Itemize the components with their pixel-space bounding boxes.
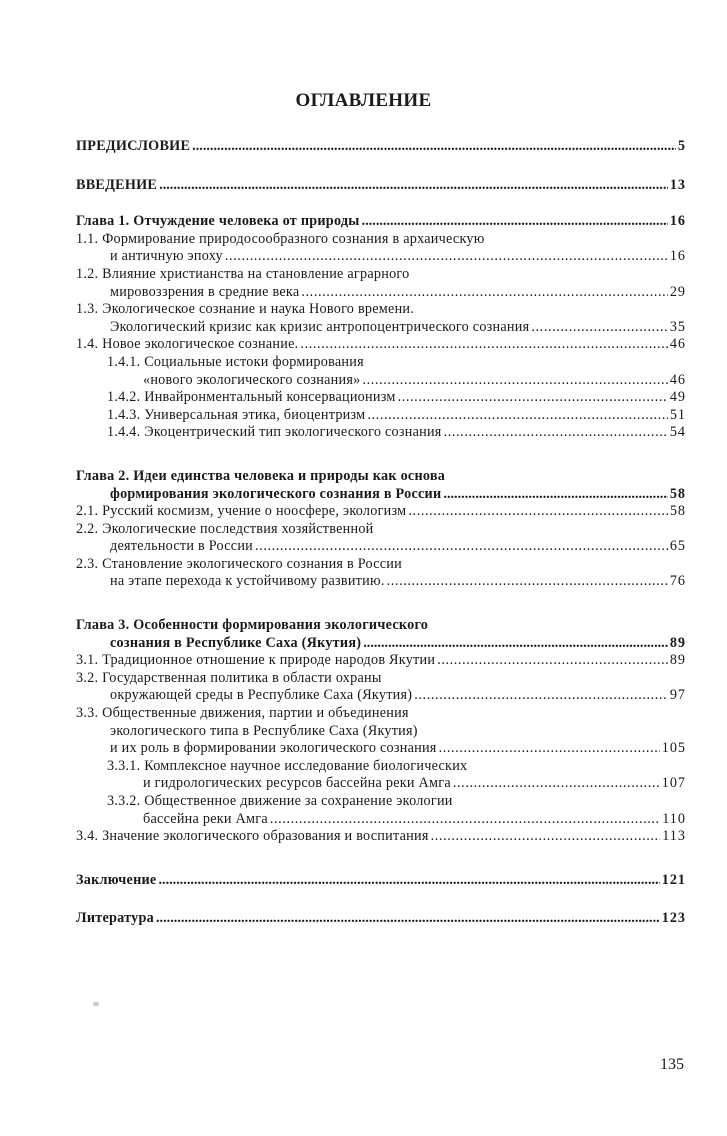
dot-leader — [156, 910, 660, 928]
toc-entry-line — [107, 372, 686, 390]
toc-entry-line — [107, 811, 686, 829]
toc-entry[interactable] — [76, 468, 686, 503]
toc-page-number: 46 — [669, 371, 686, 388]
dot-leader — [398, 389, 668, 407]
toc-page-number: 121 — [661, 871, 686, 888]
toc-entry-line — [76, 503, 686, 521]
toc-entry-line — [76, 231, 686, 249]
toc-page-number: 29 — [669, 283, 686, 300]
toc-entry[interactable] — [76, 389, 686, 407]
toc-entry-title: бассейна реки Амга — [143, 810, 268, 827]
toc-section — [76, 872, 686, 890]
toc-entry-title: и их роль в формировании экологического сознания — [110, 740, 437, 757]
toc-section — [76, 910, 686, 928]
toc-entry-line — [76, 828, 686, 846]
toc-page-number: 105 — [661, 740, 686, 757]
toc-entry[interactable] — [76, 503, 686, 521]
toc-entry-title: Глава 3. Особенности формирования экологического — [76, 617, 429, 634]
toc-entry-line — [76, 486, 686, 504]
toc-entry-title: 1.4.1. Социальные истоки формирования — [107, 353, 364, 370]
toc-entry-title: 2.3. Становление экологического сознания в России — [76, 555, 402, 572]
toc-entry-line — [76, 138, 686, 156]
toc-entry-title: и античную эпоху — [110, 248, 223, 265]
toc-section — [76, 213, 686, 442]
dot-leader — [159, 177, 668, 195]
toc-page-number: 123 — [661, 910, 686, 927]
toc-entry-line — [76, 687, 686, 705]
dot-leader — [387, 573, 668, 591]
dot-leader — [192, 138, 676, 156]
toc-entry-title: на этапе перехода к устойчивому развитию. — [110, 573, 385, 590]
toc-entry[interactable] — [76, 354, 686, 389]
dot-leader — [362, 372, 667, 390]
toc-entry-title: Заключение — [76, 871, 157, 888]
toc-entry-title: Литература — [76, 910, 154, 927]
toc-entry-line — [76, 284, 686, 302]
dot-leader — [531, 319, 667, 337]
toc-page-number: 46 — [669, 336, 686, 353]
toc-entry-title: «нового экологического сознания» — [143, 371, 361, 388]
toc-entry-title: деятельности в России — [110, 538, 254, 555]
toc-entry[interactable] — [76, 336, 686, 354]
toc-page-number: 113 — [662, 828, 686, 845]
toc-page-number: 16 — [669, 248, 686, 265]
toc-entry-title: 3.4. Значение экологического образования и воспитания — [76, 828, 429, 845]
dot-leader — [255, 538, 668, 556]
toc-entry-line — [107, 389, 686, 407]
toc-entry-title: формирования экологического сознания в России — [110, 485, 442, 502]
toc-entry-title: 1.4. Новое экологическое сознание. — [76, 336, 299, 353]
toc-entry[interactable] — [76, 705, 686, 758]
toc-page-number: 16 — [669, 213, 686, 230]
toc-entry-title: Глава 1. Отчуждение человека от природы — [76, 213, 360, 230]
toc-entry[interactable] — [76, 910, 686, 928]
toc-entry-title: 3.3.2. Общественное движение за сохранение экологии — [107, 793, 453, 809]
toc-page-number: 97 — [669, 687, 686, 704]
toc-entry-line — [76, 177, 686, 195]
toc-entry-line — [76, 266, 686, 284]
toc-entry[interactable] — [76, 407, 686, 425]
toc-page-number: 5 — [677, 138, 686, 154]
dot-leader — [158, 872, 659, 890]
toc-entry-line — [76, 670, 686, 688]
toc-entry-line — [76, 872, 686, 890]
dot-leader — [437, 652, 668, 670]
dot-leader — [225, 248, 668, 266]
toc-entry-line — [76, 705, 686, 723]
toc-entry-line — [76, 336, 686, 354]
toc-entry-title: 3.1. Традиционное отношение к природе народов Якутии — [76, 652, 436, 669]
table-of-contents — [76, 138, 686, 928]
toc-page-number: 54 — [669, 424, 686, 441]
toc-entry-title: сознания в Республике Саха (Якутия) — [110, 634, 362, 651]
toc-page-number: 110 — [662, 810, 686, 827]
toc-entry-line — [107, 354, 686, 372]
toc-entry[interactable] — [76, 652, 686, 670]
toc-page-number: 58 — [669, 485, 686, 502]
toc-entry-line — [107, 407, 686, 425]
dot-leader — [453, 775, 660, 793]
toc-entry-line — [76, 573, 686, 591]
toc-page-number: 65 — [669, 538, 686, 555]
toc-entry-title: окружающей среды в Республике Саха (Якутия) — [110, 687, 413, 704]
toc-entry[interactable] — [76, 301, 686, 336]
toc-entry-title: ПРЕДИСЛОВИЕ — [76, 138, 191, 154]
toc-entry-title: Экологический кризис как кризис антропоцентрического сознания — [110, 318, 530, 335]
dot-leader — [443, 486, 667, 504]
dot-leader — [439, 740, 660, 758]
dot-leader — [408, 503, 667, 521]
toc-entry[interactable] — [76, 872, 686, 890]
toc-entry[interactable] — [76, 556, 686, 591]
toc-entry[interactable] — [76, 177, 686, 195]
toc-entry-title: 1.4.4. Экоцентрический тип экологического сознания — [107, 424, 442, 441]
toc-section — [76, 138, 686, 156]
toc-entry[interactable] — [76, 213, 686, 231]
toc-entry-line — [76, 468, 686, 486]
toc-entry-line — [107, 793, 686, 811]
toc-page-number: 76 — [669, 573, 686, 590]
toc-entry-line — [107, 775, 686, 793]
toc-entry-line — [76, 910, 686, 928]
toc-section — [76, 177, 686, 195]
toc-entry-line — [76, 538, 686, 556]
toc-entry-title: 2.1. Русский космизм, учение о ноосфере, экологизм — [76, 503, 407, 520]
toc-page-number: 49 — [669, 389, 686, 406]
dot-leader — [270, 811, 660, 829]
toc-entry-line — [76, 556, 686, 574]
page-title: ОГЛАВЛЕНИЕ — [295, 90, 432, 111]
dot-leader — [363, 635, 668, 653]
toc-entry-title: 1.4.3. Универсальная этика, биоцентризм — [107, 406, 366, 423]
toc-entry-line — [76, 248, 686, 266]
dot-leader — [367, 407, 667, 425]
page-number: 135 — [660, 1056, 684, 1073]
toc-entry-line — [76, 740, 686, 758]
toc-section — [76, 617, 686, 846]
dot-leader — [301, 284, 667, 302]
scan-speck — [93, 1002, 99, 1006]
toc-entry-line — [76, 617, 686, 635]
toc-entry-title: 1.1. Формирование природосообразного сознания в архаическую — [76, 230, 485, 247]
dot-leader — [431, 828, 661, 846]
toc-entry[interactable] — [76, 138, 686, 156]
toc-entry[interactable] — [76, 424, 686, 442]
dot-leader — [444, 424, 668, 442]
toc-section — [76, 468, 686, 591]
toc-entry-title: 1.3. Экологическое сознание и наука Нового времени. — [76, 301, 415, 318]
toc-entry-title: и гидрологических ресурсов бассейна реки Амга — [143, 775, 451, 792]
toc-page-number: 13 — [669, 176, 686, 193]
dot-leader — [414, 687, 668, 705]
toc-page-number: 89 — [669, 634, 686, 651]
toc-entry-title: 3.3. Общественные движения, партии и объединения — [76, 705, 409, 722]
toc-entry-line — [76, 213, 686, 231]
toc-entry[interactable] — [76, 617, 686, 652]
toc-entry-line — [76, 319, 686, 337]
toc-entry-title: 1.2. Влияние христианства на становление аграрного — [76, 265, 410, 282]
toc-page-number: 89 — [669, 652, 686, 669]
dot-leader — [300, 336, 667, 354]
toc-entry-title: Глава 2. Идеи единства человека и природы как основа — [76, 467, 446, 484]
toc-entry[interactable] — [76, 266, 686, 301]
toc-entry-title: ВВЕДЕНИЕ — [76, 176, 158, 193]
toc-entry-title: экологического типа в Республике Саха (Якутия) — [110, 722, 418, 739]
toc-page-number: 107 — [661, 775, 686, 792]
toc-entry[interactable] — [76, 758, 686, 793]
toc-entry-title: мировоззрения в средние века — [110, 283, 300, 300]
toc-entry-line — [76, 635, 686, 653]
toc-entry[interactable] — [76, 670, 686, 705]
toc-entry-line — [107, 424, 686, 442]
toc-entry-line — [107, 758, 686, 776]
toc-entry-line — [76, 301, 686, 319]
toc-page-number: 58 — [669, 503, 686, 520]
toc-entry-title: 3.3.1. Комплексное научное исследование биологических — [107, 757, 468, 774]
toc-entry[interactable] — [76, 231, 686, 266]
dot-leader — [362, 213, 668, 231]
toc-page-number: 35 — [669, 318, 686, 335]
toc-page-number: 51 — [669, 406, 686, 423]
toc-entry-line — [76, 652, 686, 670]
toc-entry-title: 2.2. Экологические последствия хозяйственной — [76, 520, 374, 537]
toc-entry[interactable] — [76, 793, 686, 828]
toc-entry-line — [76, 723, 686, 741]
toc-entry-line — [76, 521, 686, 539]
toc-entry-title: 1.4.2. Инвайронментальный консервационизм — [107, 389, 396, 406]
toc-entry[interactable] — [76, 521, 686, 556]
toc-entry-title: 3.2. Государственная политика в области охраны — [76, 669, 382, 686]
toc-entry[interactable] — [76, 828, 686, 846]
